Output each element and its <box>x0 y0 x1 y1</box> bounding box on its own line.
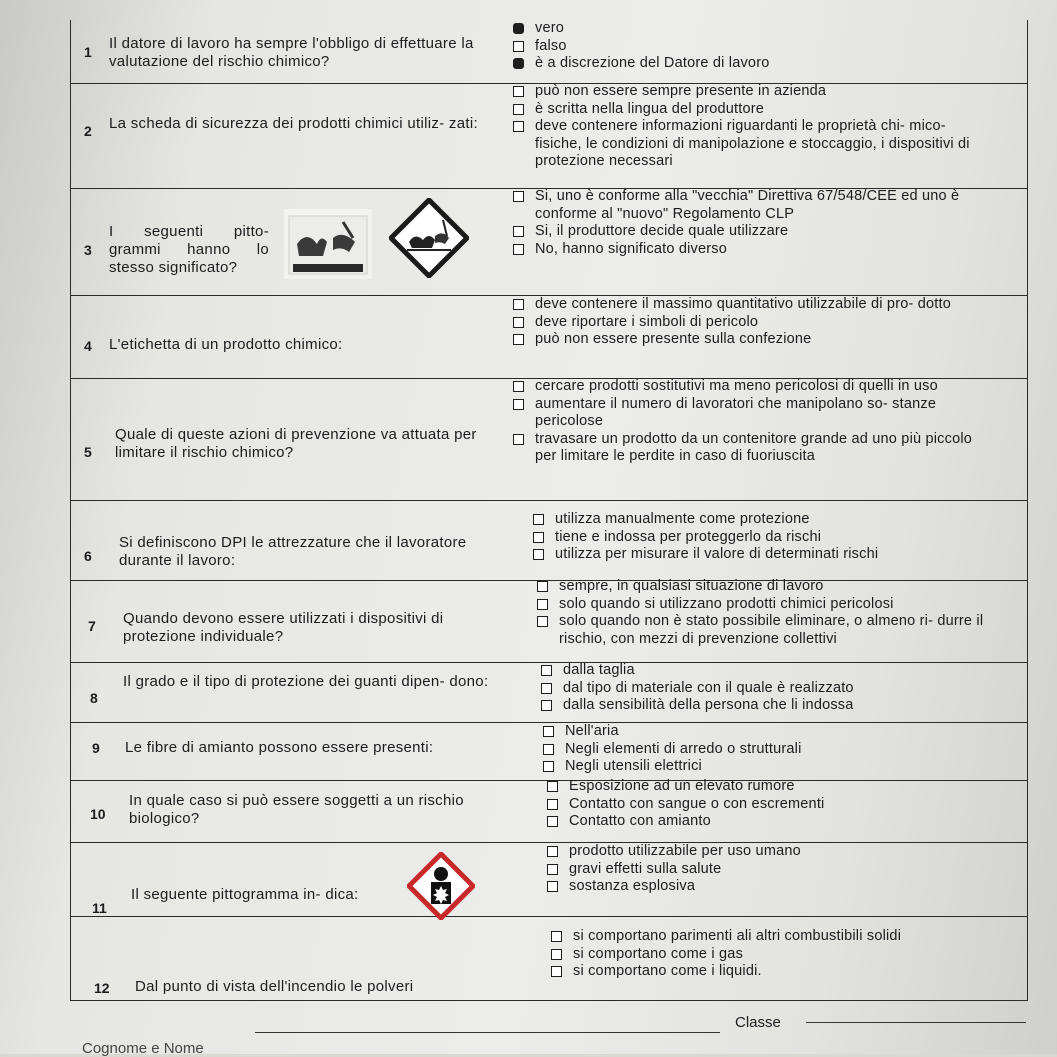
checkbox[interactable] <box>513 334 524 345</box>
answer-option[interactable]: dal tipo di materiale con il quale è realizzato <box>541 680 1001 698</box>
answer-option[interactable]: Negli elementi di arredo o strutturali <box>543 741 1003 759</box>
question-row-3 <box>71 188 1027 296</box>
answer-option[interactable]: Contatto con sangue o con escrementi <box>547 796 1007 814</box>
question-row-12 <box>71 916 1027 1000</box>
name-field-line[interactable] <box>255 1032 720 1033</box>
answer-options <box>513 296 983 349</box>
answer-option[interactable]: deve contenere informazioni riguardanti le proprietà chi- mico-fisiche, le condizioni di manipolazione e stoccaggio, i dispositivi di protezione necessari <box>513 118 983 171</box>
question-row-11 <box>71 842 1027 917</box>
question-text: In quale caso si può essere soggetti a un rischio biologico? <box>129 792 464 827</box>
answer-option[interactable]: Si, uno è conforme alla "vecchia" Direttiva 67/548/CEE ed uno è conforme al "nuovo" Regolamento CLP <box>513 188 993 223</box>
answer-options <box>551 928 1011 981</box>
answer-option[interactable]: utilizza manualmente come protezione <box>533 511 993 529</box>
question-text: Il seguente pittogramma in- dica: <box>131 886 359 903</box>
health-hazard-pictogram <box>407 852 475 920</box>
answer-option[interactable]: No, hanno significato diverso <box>513 241 993 259</box>
checkbox[interactable] <box>513 399 524 410</box>
checkbox[interactable] <box>533 532 544 543</box>
checkbox[interactable] <box>543 761 554 772</box>
question-text: Il datore di lavoro ha sempre l'obbligo di effettuare la valutazione del rischio chimico? <box>109 35 474 70</box>
answer-option[interactable]: Negli utensili elettrici <box>543 758 1003 776</box>
answer-option[interactable]: è scritta nella lingua del produttore <box>513 101 983 119</box>
checkbox[interactable] <box>513 434 524 445</box>
question-number: 6 <box>84 548 92 564</box>
answer-option[interactable]: utilizza per misurare il valore di determinati rischi <box>533 546 993 564</box>
question-number: 4 <box>84 338 92 354</box>
checkbox[interactable] <box>513 86 524 97</box>
checkbox[interactable] <box>551 949 562 960</box>
checkbox[interactable] <box>513 41 524 52</box>
checkbox[interactable] <box>513 317 524 328</box>
answer-options <box>537 578 1007 648</box>
checkbox[interactable] <box>537 616 548 627</box>
answer-option[interactable]: Contatto con amianto <box>547 813 1007 831</box>
checkbox[interactable] <box>547 864 558 875</box>
question-number: 11 <box>92 900 107 916</box>
question-number: 2 <box>84 123 92 139</box>
question-text: Il grado e il tipo di protezione dei guanti dipen- dono: <box>123 673 489 690</box>
answer-option[interactable]: Esposizione ad un elevato rumore <box>547 778 1007 796</box>
answer-option[interactable]: è a discrezione del Datore di lavoro <box>513 55 1013 73</box>
class-label: Classe <box>735 1014 781 1031</box>
question-number: 10 <box>90 806 106 822</box>
question-row-4 <box>71 295 1027 379</box>
question-text: Si definiscono DPI le attrezzature che il lavoratore durante il lavoro: <box>119 534 467 569</box>
question-text: La scheda di sicurezza dei prodotti chimici utiliz- zati: <box>109 115 478 132</box>
question-row-6 <box>71 500 1027 581</box>
question-text: Le fibre di amianto possono essere presenti: <box>125 739 434 756</box>
checkbox[interactable] <box>537 599 548 610</box>
checkbox[interactable] <box>543 726 554 737</box>
question-row-5 <box>71 378 1027 501</box>
answer-options <box>513 188 993 258</box>
answer-option[interactable]: tiene e indossa per proteggerlo da rischi <box>533 529 993 547</box>
checkbox[interactable] <box>541 665 552 676</box>
checkbox[interactable] <box>541 683 552 694</box>
checkbox[interactable] <box>513 226 524 237</box>
answer-option[interactable]: solo quando si utilizzano prodotti chimici pericolosi <box>537 596 1007 614</box>
question-row-7 <box>71 580 1027 663</box>
answer-option[interactable]: deve contenere il massimo quantitativo utilizzabile di pro- dotto <box>513 296 983 314</box>
question-text: Quale di queste azioni di prevenzione va attuata per limitare il rischio chimico? <box>115 426 477 461</box>
answer-option[interactable]: si comportano come i liquidi. <box>551 963 1011 981</box>
checkbox[interactable] <box>533 514 544 525</box>
answer-option[interactable]: sostanza esplosiva <box>547 878 1007 896</box>
question-row-9 <box>71 722 1027 781</box>
checkbox[interactable] <box>547 799 558 810</box>
answer-option[interactable]: dalla sensibilità della persona che li indossa <box>541 697 1001 715</box>
answer-option[interactable]: Nell'aria <box>543 723 1003 741</box>
checkbox-marked[interactable] <box>513 58 524 69</box>
checkbox[interactable] <box>547 881 558 892</box>
checkbox[interactable] <box>513 299 524 310</box>
answer-option[interactable]: solo quando non è stato possibile eliminare, o almeno ri- durre il rischio, con mezzi di prevenzione collettivi <box>537 613 1007 648</box>
answer-option[interactable]: Si, il produttore decide quale utilizzare <box>513 223 993 241</box>
question-text: L'etichetta di un prodotto chimico: <box>109 336 343 353</box>
answer-option[interactable]: prodotto utilizzabile per uso umano <box>547 843 1007 861</box>
question-number: 3 <box>84 242 92 258</box>
quiz-table <box>70 20 1028 1001</box>
answer-option[interactable]: gravi effetti sulla salute <box>547 861 1007 879</box>
checkbox[interactable] <box>551 931 562 942</box>
answer-option[interactable]: può non essere presente sulla confezione <box>513 331 983 349</box>
question-row-10 <box>71 780 1027 843</box>
checkbox[interactable] <box>533 549 544 560</box>
question-text: Quando devono essere utilizzati i dispositivi di protezione individuale? <box>123 610 444 645</box>
question-number: 12 <box>94 980 110 996</box>
question-number: 8 <box>90 690 98 706</box>
answer-option[interactable]: sempre, in qualsiasi situazione di lavoro <box>537 578 1007 596</box>
checkbox[interactable] <box>513 121 524 132</box>
checkbox[interactable] <box>541 700 552 711</box>
answer-option[interactable]: si comportano come i gas <box>551 946 1011 964</box>
clp-pictogram-dangerous-for-environment <box>389 198 469 278</box>
question-number: 5 <box>84 444 92 460</box>
question-row-2 <box>71 83 1027 189</box>
checkbox[interactable] <box>513 191 524 202</box>
checkbox[interactable] <box>547 846 558 857</box>
answer-option[interactable]: aumentare il numero di lavoratori che manipolano so- stanze pericolose <box>513 396 983 431</box>
question-number: 1 <box>84 44 92 60</box>
answer-option[interactable]: dalla taglia <box>541 662 1001 680</box>
checkbox[interactable] <box>551 966 562 977</box>
answer-options <box>513 20 1013 73</box>
answer-options <box>547 843 1007 896</box>
checkbox[interactable] <box>513 244 524 255</box>
checkbox[interactable] <box>547 781 558 792</box>
answer-options <box>541 662 1001 715</box>
question-row-1 <box>71 20 1027 84</box>
answer-options <box>513 378 983 466</box>
answer-options <box>547 778 1007 831</box>
question-text: Dal punto di vista dell'incendio le polveri <box>135 978 414 995</box>
answer-option[interactable]: può non essere sempre presente in azienda <box>513 83 983 101</box>
checkbox-marked[interactable] <box>513 23 524 34</box>
checkbox[interactable] <box>543 744 554 755</box>
question-text: I seguenti pitto- grammi hanno lo stesso significato? <box>109 223 269 276</box>
answer-options <box>533 511 993 564</box>
checkbox[interactable] <box>537 581 548 592</box>
question-number: 9 <box>92 740 100 756</box>
answer-option[interactable]: vero <box>513 20 1013 38</box>
answer-option[interactable]: travasare un prodotto da un contenitore grande ad uno più piccolo per limitare le perdite in caso di fuoriuscita <box>513 431 983 466</box>
name-label: Cognome e Nome <box>82 1040 204 1057</box>
checkbox[interactable] <box>547 816 558 827</box>
class-field-line[interactable] <box>806 1022 1026 1023</box>
answer-options <box>513 83 983 171</box>
checkbox[interactable] <box>513 381 524 392</box>
question-number: 7 <box>88 618 96 634</box>
answer-option[interactable]: falso <box>513 38 1013 56</box>
old-pictogram-dangerous-for-environment <box>283 208 373 280</box>
checkbox[interactable] <box>513 104 524 115</box>
answer-option[interactable]: si comportano parimenti ali altri combustibili solidi <box>551 928 1011 946</box>
question-row-8 <box>71 662 1027 723</box>
answer-options <box>543 723 1003 776</box>
answer-option[interactable]: deve riportare i simboli di pericolo <box>513 314 983 332</box>
answer-option[interactable]: cercare prodotti sostitutivi ma meno pericolosi di quelli in uso <box>513 378 983 396</box>
